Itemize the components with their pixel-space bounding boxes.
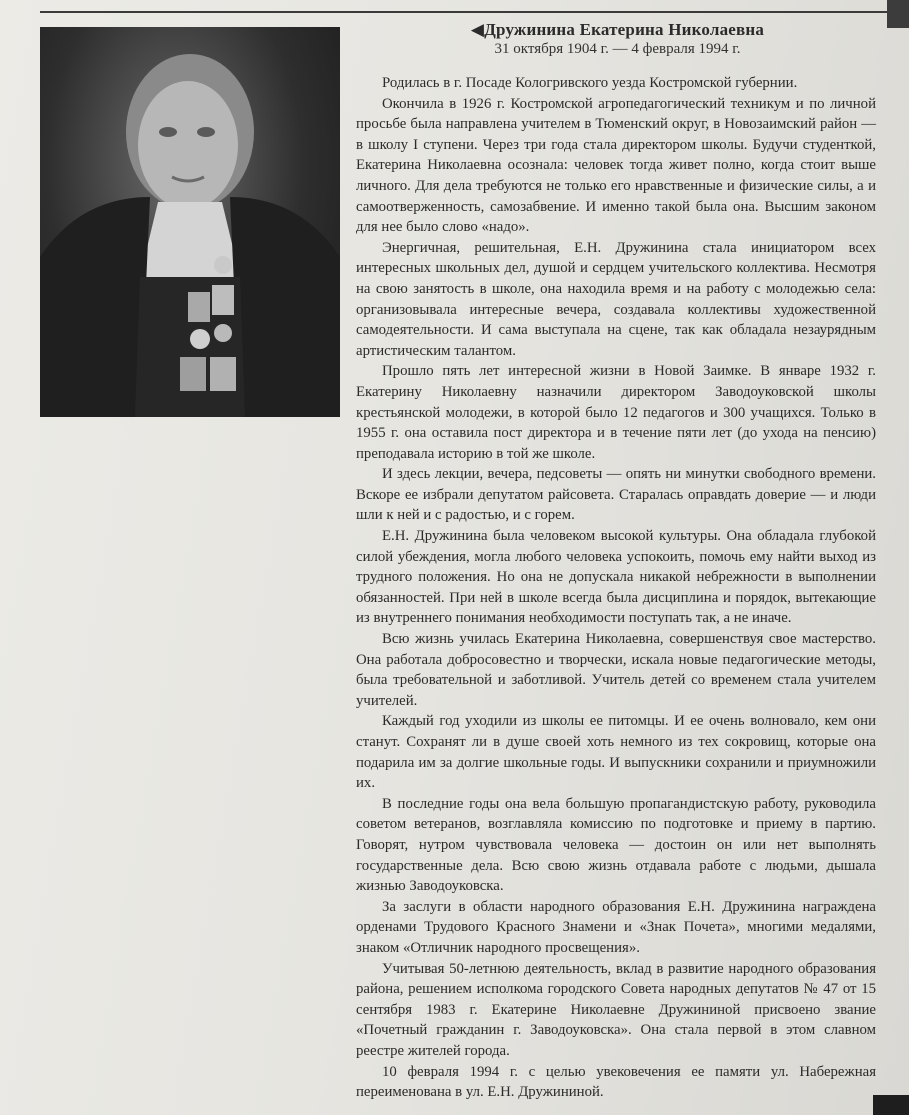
paragraph: В последние годы она вела большую пропагандистскую работу, руководила советом ветеранов, возглавляла комиссию по подготовке и приему в партию. Говорят, нутром чувствовала человека — достоин он или нет выполнять государственные дела. Всю свою жизнь отдавала работе с людьми, дышала жизнью Заводоуковска. — [356, 795, 876, 895]
medal-icon — [214, 324, 232, 342]
paragraph: Е.Н. Дружинина была человеком высокой культуры. Она обладала глубокой силой убеждения, могла любого человека успокоить, помочь ему найти выход из трудного положения. Но она не допускала никакой небрежности в выполнении обязанностей. При ней в школе всегда была дисциплина и порядок, вытекающие из внутреннего понимания необходимости поступать так, а не иначе. — [356, 528, 876, 627]
paragraph: Каждый год уходили из школы ее питомцы. И ее очень волновало, кем они станут. Сохранят ли в душе своей хоть немного из тех сокровищ, которые она подарила им за долгие школьные годы. И выпускники сохранили и приумножили их. — [356, 713, 876, 792]
jacket-right — [230, 197, 340, 417]
eye-right — [197, 127, 215, 137]
article-header — [360, 20, 875, 58]
person-name: ◀Дружинина Екатерина Николаевна — [470, 20, 765, 39]
biography-text — [356, 73, 876, 1103]
life-dates: 31 октября 1904 г. — 4 февраля 1994 г. — [494, 41, 741, 57]
top-rule — [40, 11, 909, 13]
eye-left — [159, 127, 177, 137]
page-edge-bottom — [873, 1095, 909, 1115]
page-edge-top — [887, 0, 909, 28]
paragraph: Родилась в г. Посаде Кологривского уезда Костромской губернии. — [382, 75, 798, 91]
medal-ribbon-3 — [180, 357, 206, 391]
paragraph: Всю жизнь училась Екатерина Николаевна, совершенствуя свое мастерство. Она работала добросовестно и творчески, искала новые педагогические методы, была требовательной и заботливой. Учитель детей со временем стала учителем учителей. — [356, 631, 876, 709]
jacket-left — [40, 197, 150, 417]
medal-icon — [190, 329, 210, 349]
medal-ribbon-4 — [210, 357, 236, 391]
paragraph: Прошло пять лет интересной жизни в Новой Заимке. В январе 1932 г. Екатерину Николаевну назначили директором Заводоуковской школы крестьянской молодежи, в которой было 12 педагогов и 300 учащихся. Только в 1955 г. она оставила пост директора и в течение пяти лет (до ухода на пенсию) преподавала историю в той же школе. — [356, 363, 876, 462]
medal-star-icon — [214, 256, 232, 274]
paragraph: Окончила в 1926 г. Костромской агропедагогический техникум и по личной просьбе была направлена учителем в Тюменский округ, в Новозаимский район — в школу I ступени. Через три года стала директором школы. Будучи студенткой, Екатерина Николаевна осознала: человек тогда живет полно, когда стоит выше личного. Для дела требуются не только его нравственные и физические силы, а и самоотверженность, самозабвение. И именно такой была она. Высшим законом для нее было слово «надо». — [356, 95, 876, 236]
paragraph: 10 февраля 1994 г. с целью увековечения ее памяти ул. Набережная переименована в ул. Е.Н. Дружининой. — [356, 1063, 876, 1101]
paragraph: И здесь лекции, вечера, педсоветы — опять ни минутки свободного времени. Вскоре ее избрали депутатом райсовета. Старалась оправдать доверие — и люди шли к ней и с радостью, и с горем. — [356, 466, 876, 524]
medal-ribbon-1 — [212, 285, 234, 315]
portrait-photo — [40, 27, 340, 417]
paragraph: Энергичная, решительная, Е.Н. Дружинина стала инициатором всех интересных школьных дел, душой и сердцем учительского коллектива. Несмотря на свою занятость в школе, она находила время и на работу с молодежью села: организовывала интересные вечера, создавала коллективы художественной самодеятельности. И сама выступала на сцене, так как обладала незаурядным артистическим талантом. — [356, 239, 876, 359]
portrait-illustration — [40, 27, 340, 417]
medal-ribbon-2 — [188, 292, 210, 322]
face-shape — [138, 81, 238, 209]
paragraph: Учитывая 50-летнюю деятельность, вклад в развитие народного образования района, решением исполкома городского Совета народных депутатов № 47 от 15 сентября 1983 г. Екатерине Николаевне Дружининой присвоено звание «Почетный гражданин г. Заводоуковска». Она стала первой в этом славном реестре жителей города. — [356, 960, 876, 1059]
paragraph: За заслуги в области народного образования Е.Н. Дружинина награждена орденами Трудового Красного Знамени и «Знак Почета», многими медалями, знаком «Отличник народного просвещения». — [356, 898, 876, 956]
